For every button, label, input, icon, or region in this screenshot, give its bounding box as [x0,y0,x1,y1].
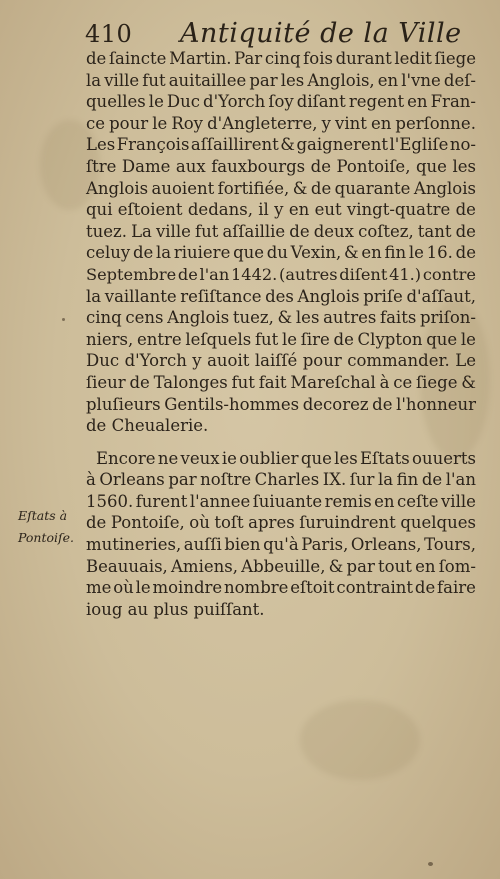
word: quelques [400,513,476,533]
word: eſtoient [117,200,183,220]
word: Amiens, [171,556,238,576]
word: la [86,286,102,306]
word: Mareſchal [290,372,376,392]
word: Beauuais, [86,556,168,576]
word: faire [437,578,476,598]
word: Pontoiſe, [110,513,185,533]
word: me [86,578,112,598]
word: Talonges [153,372,228,392]
word: diſent [339,264,388,284]
word: y [192,351,202,371]
text-line [86,286,476,308]
word: de [455,243,476,263]
word: en [361,243,382,263]
word: pour [109,113,149,133]
word: en [377,70,399,90]
word: quelles [86,92,146,112]
word: contre [422,264,476,284]
word: fut [254,329,279,349]
word: 16. [426,243,453,263]
word: ville [155,221,191,241]
word: de [86,513,107,533]
text-line [86,394,476,416]
word: des [265,286,294,306]
word: Duc [166,92,200,112]
word: Orleans [99,470,165,490]
word: de [289,221,310,241]
word: les [295,308,320,328]
word: en [370,113,392,133]
word: ville [440,491,476,511]
word: l'Egliſe [389,135,449,155]
word: Paris, [301,535,349,555]
word: commander. [347,351,450,371]
word: eſtoit [290,578,335,598]
word: Duc [86,351,120,371]
word: ce [393,372,413,392]
word: & [328,556,344,576]
word: à [379,372,390,392]
word: Encore [96,448,156,468]
word: la [377,470,394,490]
word: Anglois [86,178,149,198]
word: qu'à [263,535,299,555]
word: que [415,156,447,176]
paper-stain [300,700,420,780]
word: y [274,200,284,220]
word: de [455,221,476,241]
word: Charles [254,470,320,490]
ink-spot [62,318,65,321]
word: Roy [171,113,203,133]
word: Par [234,49,263,68]
word: ſuruindrent [299,513,396,533]
word: priſe [363,286,403,306]
word: auoit [207,351,250,371]
word: apres [248,513,295,533]
word: ie [221,448,237,468]
word: de [132,243,154,263]
word: Vexin, [290,243,342,263]
word: no- [449,135,476,155]
word: fut [194,221,219,241]
word: aux [175,156,206,176]
word: perſonne. [395,113,476,133]
word: remis [324,491,372,511]
text-line [86,113,476,135]
word: pluſieurs [86,394,161,414]
word: toſt [214,513,244,533]
word: l'vne [401,70,441,90]
text-line [86,469,476,491]
word: le [460,329,476,349]
word: où [189,513,210,533]
word: par [346,556,375,576]
word: Fran- [430,92,476,112]
text-line [86,512,476,534]
word: l'honneur [396,394,476,414]
word: quarante [334,178,411,198]
word: vaillante [104,286,177,306]
word: en [407,92,428,112]
word: les [280,70,305,90]
text-line [86,48,476,70]
word: aſſaillie [222,221,286,241]
word: ceſte [397,491,439,511]
word: Tours, [424,535,476,555]
word: le [148,92,164,112]
word: ſiege [416,372,458,392]
text-line [86,156,476,178]
text-line [86,491,476,513]
word: qui [86,200,113,220]
word: tant [417,221,452,241]
word: où [113,578,134,598]
word: la [156,243,172,263]
word: Dame [121,156,171,176]
word: en [415,556,436,576]
running-head: Antiquité de la Ville [180,18,462,49]
margin-note-line: Eſtats à [18,508,68,523]
word: & [280,135,295,155]
word: 41.) [389,264,422,284]
word: fin [384,243,407,263]
word: de [310,156,331,176]
word: noſtre [200,470,252,490]
word: moindre [152,578,223,598]
word: mutineries, [86,535,182,555]
word: du [266,243,288,263]
word: celuy [86,243,131,263]
word: ledit [394,49,432,68]
word: ſoy [268,92,294,112]
word: Eſtats [360,448,410,468]
word: niers, [86,329,134,349]
word: l'an [445,470,476,490]
paragraph-2 [86,448,476,621]
word: fin [396,470,419,490]
word: de [414,578,436,598]
text-line [86,221,476,243]
word: y [321,113,331,133]
word: François [116,135,190,155]
word: regent [348,92,405,112]
word: contraint [336,578,414,598]
word: auitaillee [168,70,247,90]
word: (autres [279,264,338,284]
word: ce [86,113,106,133]
word: bien [224,535,261,555]
word: faits [379,308,417,328]
word: reſiſtance [180,286,262,306]
text-line [86,350,476,372]
word: eut [314,200,342,220]
word: en [288,200,310,220]
word: tuez. [86,221,127,241]
word: ſtre [86,156,117,176]
word: l'an [199,264,230,284]
text-line [86,329,476,351]
word: leſquels [185,329,252,349]
word: ſaincte [108,49,167,68]
word: fauxbourgs [211,156,306,176]
word: Les [86,135,116,155]
word: Abbeuille, [241,556,326,576]
word: & [461,372,476,392]
word: cinq [264,49,301,68]
paragraph-1 [86,48,476,437]
word: de [310,178,332,198]
word: 1560. [86,491,134,511]
word: Septembre [86,264,177,284]
word: Anglois [297,286,360,306]
word: d'Yorch [124,351,187,371]
word: Martin. [169,49,232,68]
word: fait [258,372,287,392]
word: cens [125,308,164,328]
word: La [131,221,152,241]
word: nombre [223,578,289,598]
word: auoient [151,178,215,198]
word: fois [303,49,333,68]
word: vint [335,113,367,133]
word: riuiere [173,243,231,263]
word: fut [231,372,255,392]
word: 1442. [230,264,278,284]
text-line [86,70,476,92]
word: la [86,70,102,90]
word: de [372,394,393,414]
word: Anglois [167,308,230,328]
word: veux [180,448,220,468]
word: de [333,329,354,349]
text-line [86,556,476,578]
word: par [168,470,197,490]
word: & [344,243,359,263]
word: les [334,448,358,468]
word: de [129,372,150,392]
word: de [455,200,476,220]
word: & [292,178,308,198]
word: le [152,113,168,133]
text-line [86,307,476,329]
word: tout [378,556,412,576]
word: laiſſé [254,351,298,371]
text-line [86,91,476,113]
text-line [86,199,476,221]
word: priſon- [419,308,476,328]
word: le [408,243,424,263]
word: le [135,578,151,598]
word: fut [142,70,166,90]
word: vingt-quatre [346,200,451,220]
word: ſieur [86,372,126,392]
text-line: de Cheualerie. [86,416,209,436]
margin-note [18,505,74,548]
word: ne [157,448,179,468]
word: ſur [349,470,375,490]
page-number: 410 [85,20,133,48]
text-line [86,577,476,599]
word: de [177,264,198,284]
word: d'Angleterre, [207,113,318,133]
word: Pontoiſe, [336,156,411,176]
word: & [277,308,293,328]
word: ſiege [434,49,476,68]
body-text [86,48,476,620]
word: que [426,329,458,349]
word: Le [455,351,476,371]
word: entre [136,329,182,349]
text-line [86,448,476,470]
word: ville [104,70,140,90]
text-line [86,534,476,556]
word: Orleans, [350,535,422,555]
text-line [86,178,476,200]
word: decorez [302,394,369,414]
word: ouuerts [412,448,476,468]
word: le [282,329,298,349]
word: autres [323,308,377,328]
word: en [374,491,395,511]
word: coſtez, [358,221,414,241]
word: pour [302,351,342,371]
word: aſſaillirent [190,135,279,155]
word: tuez, [232,308,274,328]
word: furent [135,491,188,511]
word: que [300,448,332,468]
paragraph-gap [86,437,476,448]
word: fortifiée, [217,178,290,198]
word: de [86,49,107,68]
text-line [86,242,476,264]
word: de [421,470,443,490]
word: Anglois, [307,70,375,90]
word: ſuiuante [252,491,323,511]
word: que [233,243,265,263]
word: Gentils-hommes [164,394,300,414]
text-line: ioug au plus puiſſant. [86,599,265,619]
word: cinq [86,308,122,328]
word: par [249,70,278,90]
word: ſire [300,329,330,349]
word: auſſi [183,535,222,555]
word: diſant [296,92,346,112]
word: d'Yorch [203,92,266,112]
text-line [86,372,476,394]
word: IX. [322,470,347,490]
margin-note-line: Pontoiſe. [18,529,75,545]
word: durant [335,49,392,68]
word: ſom- [438,556,476,576]
word: oublier [239,448,299,468]
word: à [86,470,96,490]
word: gaignerent [296,135,389,155]
word: Clypton [357,329,423,349]
word: il [258,200,269,220]
word: l'annee [189,491,251,511]
word: d'aſſaut, [406,286,476,306]
word: les [452,156,476,176]
word: dedans, [187,200,253,220]
text-line [86,264,476,286]
text-line [86,134,476,156]
word: Anglois [413,178,476,198]
word: deux [313,221,354,241]
ink-spot [428,862,433,866]
word: deſ- [443,70,476,90]
